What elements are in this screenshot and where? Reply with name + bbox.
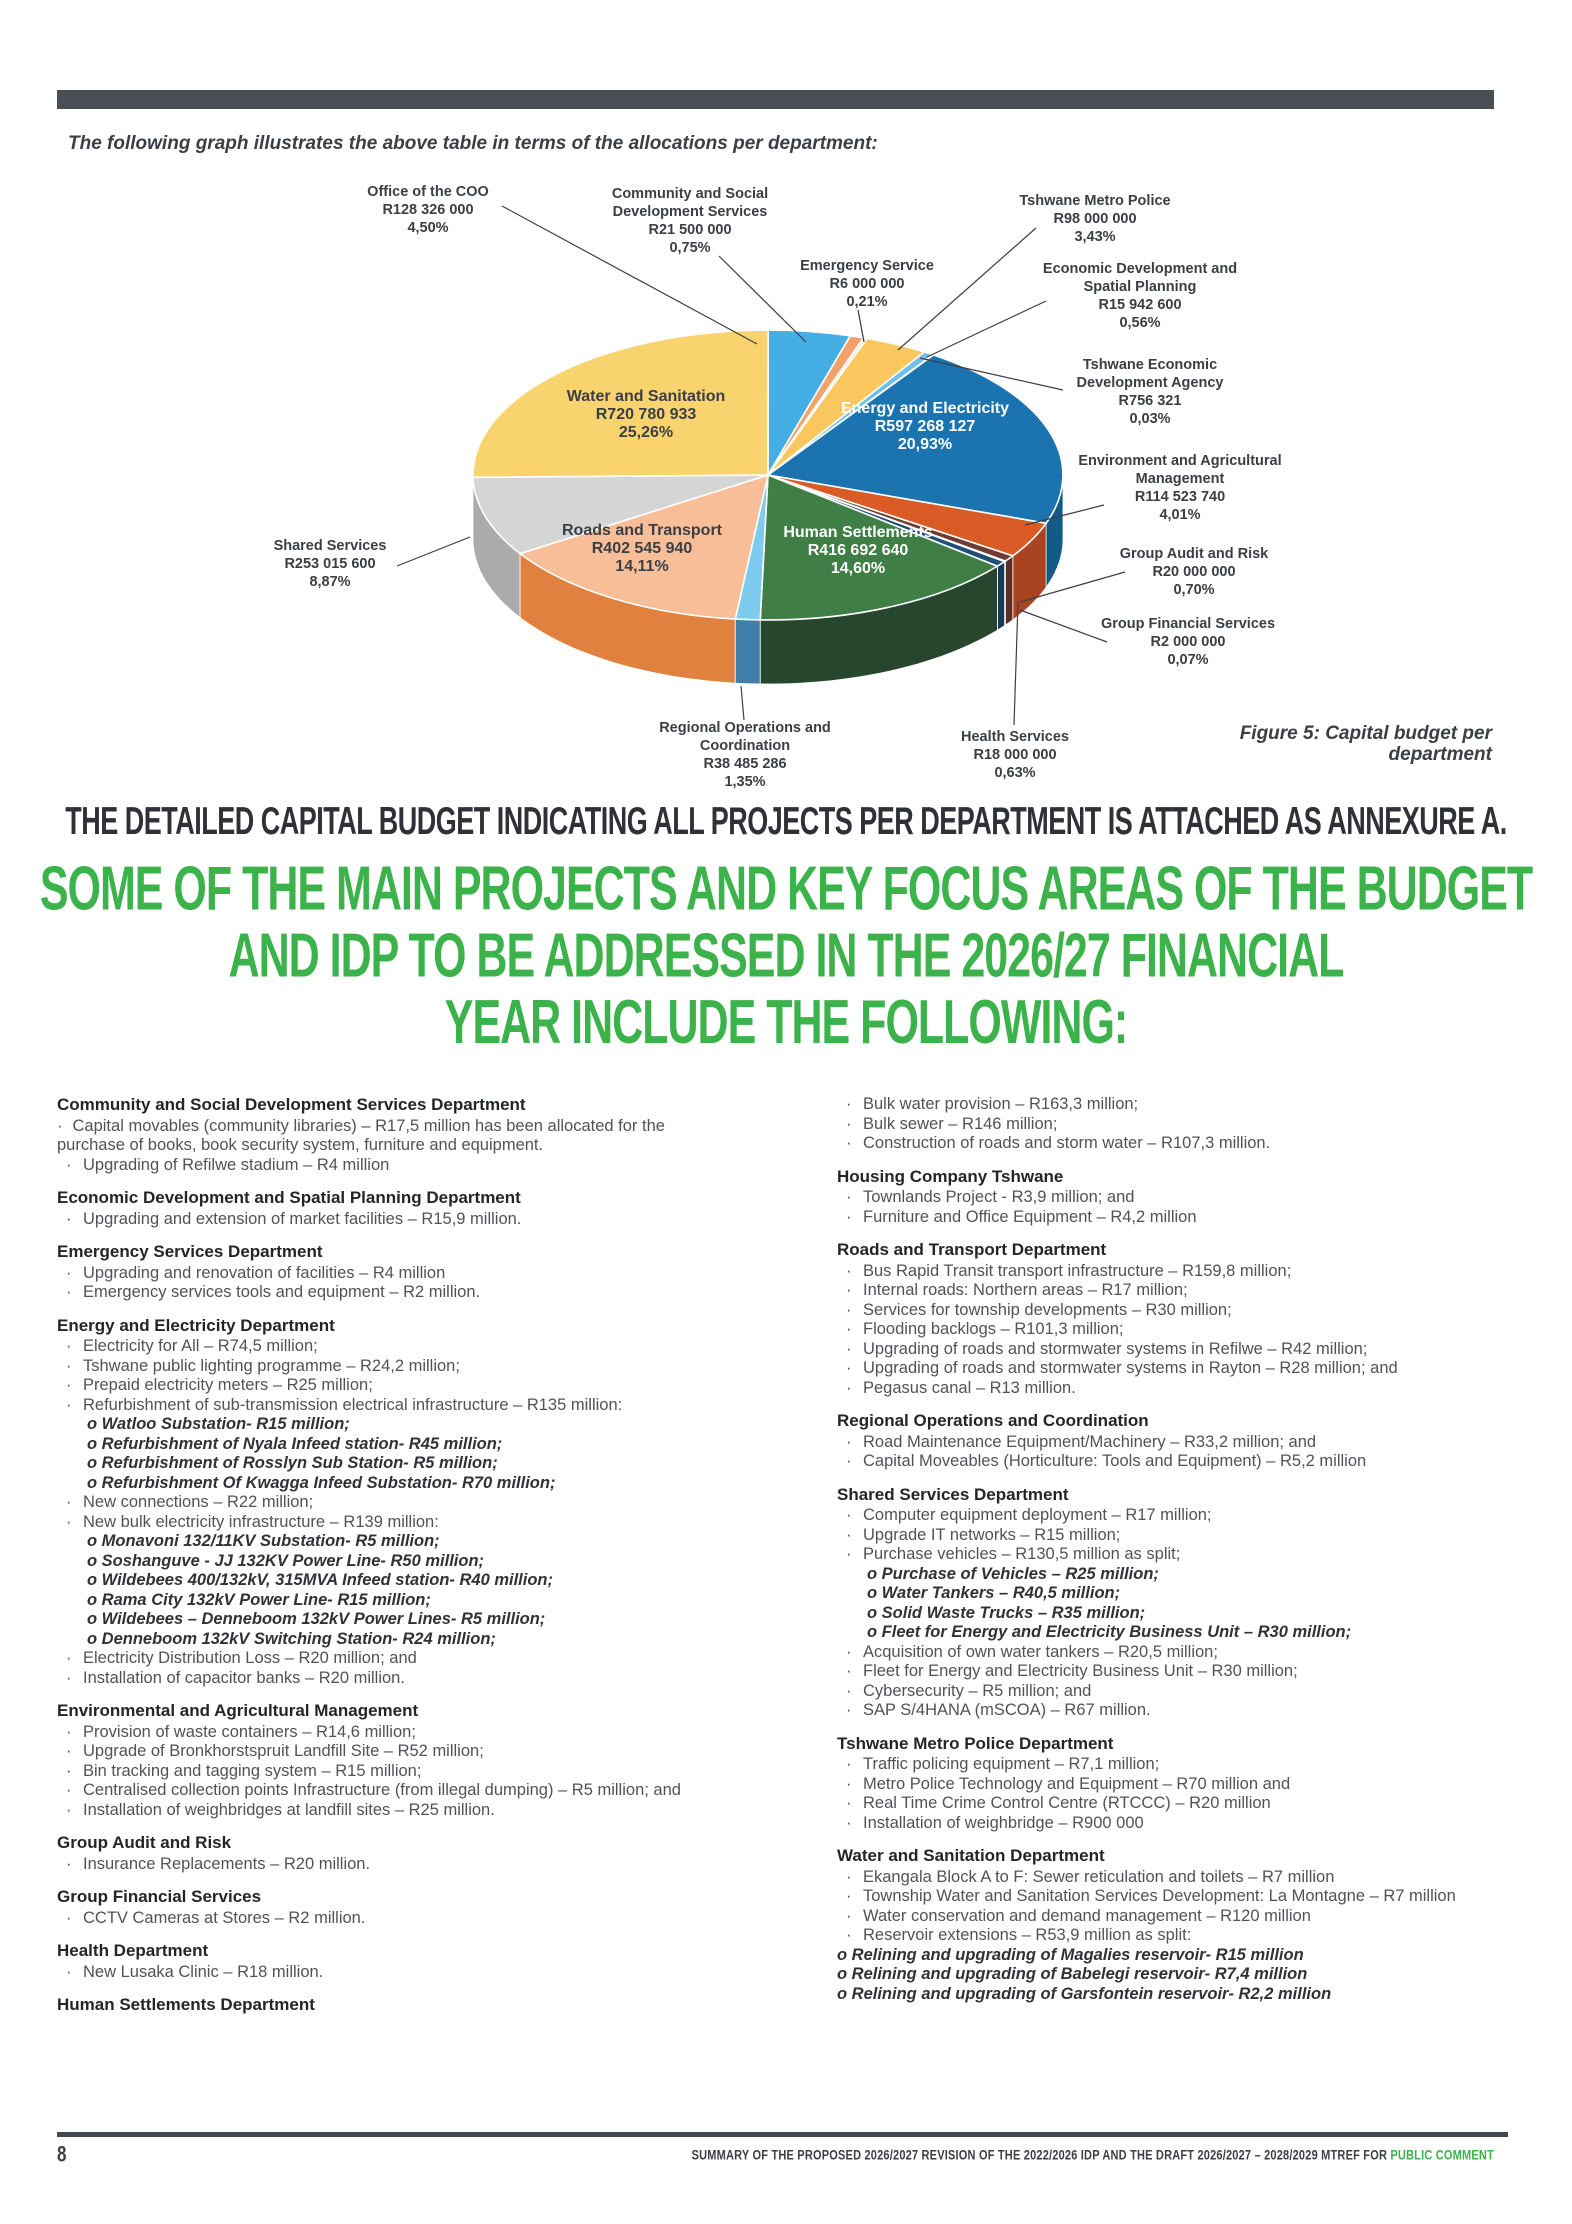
pie-label: Group Audit and Risk R20 000 000 0,70% [1119, 546, 1269, 598]
annexure-heading: THE DETAILED CAPITAL BUDGET INDICATING ALL PROJECTS PER DEPARTMENT IS ATTACHED AS ANNEXURE A. [65, 799, 1507, 843]
project-item: · Road Maintenance Equipment/Machinery – R33,2 million; and [837, 1433, 1497, 1453]
section-heading: Shared Services Department [837, 1484, 1069, 1504]
project-item: · Installation of weighbridges at landfill sites – R25 million. [57, 1801, 737, 1821]
project-item: o Soshanguve - JJ 132KV Power Line- R50 million; [57, 1552, 737, 1572]
pie-label: Environment and Agricultural Management R114 523 740 4,01% [1078, 453, 1282, 523]
project-item: · Refurbishment of sub-transmission electrical infrastructure – R135 million: [57, 1396, 737, 1416]
figure-caption [1240, 723, 1492, 765]
project-item: · Acquisition of own water tankers – R20,5 million; [837, 1643, 1497, 1663]
project-item: o Refurbishment of Rosslyn Sub Station- R5 million; [57, 1454, 737, 1474]
project-item: · Prepaid electricity meters – R25 million; [57, 1376, 737, 1396]
project-item: · Upgrading of Refilwe stadium – R4 million [57, 1156, 737, 1176]
project-item: o Wildebees 400/132kV, 315MVA Infeed station- R40 million; [57, 1571, 737, 1591]
footer-summary-text: SUMMARY OF THE PROPOSED 2026/2027 REVISION OF THE 2022/2026 IDP AND THE DRAFT 2026/2027 – 2028/2029 MTREF FOR [691, 2148, 1391, 2163]
project-item: · Installation of capacitor banks – R20 million. [57, 1669, 737, 1689]
capital-budget-pie-chart [0, 0, 1572, 800]
project-item: · Upgrading of roads and stormwater systems in Refilwe – R42 million; [837, 1340, 1497, 1360]
pie-label: Human Settlements R416 692 640 14,60% [783, 524, 933, 577]
project-item: · Bulk sewer – R146 million; [837, 1115, 1497, 1135]
pie-label: Group Financial Services R2 000 000 0,07% [1100, 616, 1276, 668]
project-item: · New bulk electricity infrastructure – R139 million: [57, 1513, 737, 1533]
figure-caption-line: department [1388, 744, 1492, 765]
project-item: · Construction of roads and storm water – R107,3 million. [837, 1134, 1497, 1154]
project-item: · CCTV Cameras at Stores – R2 million. [57, 1909, 737, 1929]
project-item: · Cybersecurity – R5 million; and [837, 1682, 1497, 1702]
project-item: o Water Tankers – R40,5 million; [837, 1584, 1497, 1604]
project-item: · Upgrading and renovation of facilities – R4 million [57, 1264, 737, 1284]
project-item: · SAP S/4HANA (mSCOA) – R67 million. [837, 1701, 1497, 1721]
pie-slice-side [997, 562, 1004, 631]
project-item: · Electricity for All – R74,5 million; [57, 1337, 737, 1357]
project-section [57, 1833, 737, 1874]
pie-slice-side [1005, 556, 1013, 625]
project-item: · Reservoir extensions – R53,9 million as split: [837, 1926, 1497, 1946]
project-section [57, 1995, 737, 2015]
project-item: · Installation of weighbridge – R900 000 [837, 1814, 1497, 1834]
section-heading: Housing Company Tshwane [837, 1166, 1064, 1186]
project-item: o Relining and upgrading of Babelegi reservoir- R7,4 million [837, 1965, 1497, 1985]
project-item: · Upgrade of Bronkhorstspruit Landfill Site – R52 million; [57, 1742, 737, 1762]
project-item: · Furniture and Office Equipment – R4,2 million [837, 1208, 1497, 1228]
project-item: o Watloo Substation- R15 million; [57, 1415, 737, 1435]
project-item: · Centralised collection points Infrastructure (from illegal dumping) – R5 million; and [57, 1781, 737, 1801]
section-heading: Economic Development and Spatial Planning Department [57, 1188, 521, 1207]
project-item: · Fleet for Energy and Electricity Business Unit – R30 million; [837, 1662, 1497, 1682]
footer-public-comment: PUBLIC COMMENT [1390, 2148, 1494, 2163]
project-item: · Tshwane public lighting programme – R24,2 million; [57, 1357, 737, 1377]
pie-label: Shared Services R253 015 600 8,87% [273, 538, 387, 590]
section-heading: Emergency Services Department [57, 1242, 323, 1261]
project-item: o Relining and upgrading of Magalies reservoir- R15 million [837, 1946, 1497, 1966]
pie-label: Health Services R18 000 000 0,63% [960, 729, 1070, 781]
page-number: 8 [57, 2142, 67, 2167]
section-heading: Health Department [57, 1941, 209, 1960]
pie-label: Energy and Electricity R597 268 127 20,93% [840, 400, 1010, 453]
project-item: o Wildebees – Denneboom 132kV Power Lines- R5 million; [57, 1610, 737, 1630]
project-item: o Refurbishment Of Kwagga Infeed Substation- R70 million; [57, 1474, 737, 1494]
project-item: · Emergency services tools and equipment – R2 million. [57, 1283, 737, 1303]
pie-label: Regional Operations and Coordination R38 485 286 1,35% [659, 720, 831, 790]
project-item: o Purchase of Vehicles – R25 million; [837, 1565, 1497, 1585]
project-section [837, 1240, 1497, 1398]
project-item: · Township Water and Sanitation Services Development: La Montagne – R7 million [837, 1887, 1497, 1907]
project-item: o Rama City 132kV Power Line- R15 million; [57, 1591, 737, 1611]
projects-column-right [837, 1095, 1497, 2028]
section-heading: Human Settlements Department [57, 1995, 315, 2014]
pie-slice-side [735, 619, 760, 684]
pie-label: Community and Social Development Services R21 500 000 0,75% [611, 186, 769, 256]
section-heading: Energy and Electricity Department [57, 1315, 335, 1335]
pie-leader-line [741, 686, 744, 720]
project-section [837, 1485, 1497, 1721]
project-item: · Purchase vehicles – R130,5 million as split; [837, 1545, 1497, 1565]
pie-leader-line [927, 301, 1046, 357]
pie-label: Economic Development and Spatial Planning R15 942 600 0,56% [1042, 261, 1238, 331]
project-item: o Solid Waste Trucks – R35 million; [837, 1604, 1497, 1624]
project-section [57, 1188, 737, 1229]
project-item: · Pegasus canal – R13 million. [837, 1379, 1497, 1399]
section-heading: Group Financial Services [57, 1887, 262, 1906]
section-heading: Environmental and Agricultural Management [57, 1701, 419, 1720]
project-section [57, 1095, 737, 1175]
pie-label: Water and Sanitation R720 780 933 25,26% [566, 388, 726, 441]
main-heading [0, 856, 1572, 1056]
pie-label: Emergency Service R6 000 000 0,21% [800, 258, 934, 310]
project-item: o Denneboom 132kV Switching Station- R24 million; [57, 1630, 737, 1650]
project-item: · New Lusaka Clinic – R18 million. [57, 1963, 737, 1983]
project-item: · Insurance Replacements – R20 million. [57, 1855, 737, 1875]
main-heading-line: SOME OF THE MAIN PROJECTS AND KEY FOCUS AREAS OF THE BUDGET [39, 854, 1533, 925]
project-item: · Bulk water provision – R163,3 million; [837, 1095, 1497, 1115]
project-item: · Upgrading of roads and stormwater systems in Rayton – R28 million; and [837, 1359, 1497, 1379]
project-item: · Townlands Project - R3,9 million; and [837, 1188, 1497, 1208]
pie-label: Office of the COO R128 326 000 4,50% [367, 184, 489, 236]
project-item: o Monavoni 132/11KV Substation- R5 million; [57, 1532, 737, 1552]
project-item: · Upgrade IT networks – R15 million; [837, 1526, 1497, 1546]
main-heading-line: YEAR INCLUDE THE FOLLOWING: [444, 987, 1128, 1058]
project-section [57, 1941, 737, 1982]
project-section [837, 1167, 1497, 1228]
section-heading: Tshwane Metro Police Department [837, 1733, 1114, 1753]
section-heading: Group Audit and Risk [57, 1833, 232, 1852]
pie-leader-line [898, 228, 1036, 350]
projects-column-left [57, 1095, 737, 2028]
project-item: · Real Time Crime Control Centre (RTCCC) – R20 million [837, 1794, 1497, 1814]
project-section [57, 1701, 737, 1820]
project-section [57, 1242, 737, 1303]
projects-columns [57, 1095, 1497, 2028]
footer-summary [692, 2148, 1494, 2163]
project-item: · Bin tracking and tagging system – R15 million; [57, 1762, 737, 1782]
project-item: o Fleet for Energy and Electricity Business Unit – R30 million; [837, 1623, 1497, 1643]
section-heading: Roads and Transport Department [837, 1240, 1107, 1259]
project-section [57, 1887, 737, 1928]
intro-text: The following graph illustrates the above table in terms of the allocations per department: [68, 133, 878, 154]
project-section [57, 1316, 737, 1689]
project-section [837, 1095, 1497, 1154]
project-item: · Provision of waste containers – R14,6 million; [57, 1723, 737, 1743]
project-item: · Traffic policing equipment – R7,1 million; [837, 1755, 1497, 1775]
project-item: · Capital movables (community libraries) – R17,5 million has been allocated for the purchase of books, book security system, furniture and equipment. [57, 1117, 737, 1156]
project-item: · New connections – R22 million; [57, 1493, 737, 1513]
footer-rule [57, 2132, 1508, 2137]
pie-label: Tshwane Metro Police R98 000 000 3,43% [1019, 193, 1171, 245]
project-item: · Internal roads: Northern areas – R17 million; [837, 1281, 1497, 1301]
pie-leader-line [1014, 602, 1018, 725]
project-section [837, 1411, 1497, 1472]
project-item: · Upgrading and extension of market facilities – R15,9 million. [57, 1210, 737, 1230]
figure-caption-line: Figure 5: Capital budget per [1239, 723, 1492, 744]
project-item: · Services for township developments – R30 million; [837, 1301, 1497, 1321]
pie-leader-line [397, 537, 470, 566]
project-item: · Bus Rapid Transit transport infrastructure – R159,8 million; [837, 1262, 1497, 1282]
project-item: · Flooding backlogs – R101,3 million; [837, 1320, 1497, 1340]
project-item: · Water conservation and demand management – R120 million [837, 1907, 1497, 1927]
section-heading: Community and Social Development Services Department [57, 1095, 526, 1114]
pie-leader-line [719, 256, 806, 342]
project-section [837, 1846, 1497, 2004]
project-section [837, 1734, 1497, 1834]
section-heading: Regional Operations and Coordination [837, 1411, 1149, 1430]
project-item: · Capital Moveables (Horticulture: Tools and Equipment) – R5,2 million [837, 1452, 1497, 1472]
pie-label: Roads and Transport R402 545 940 14,11% [561, 522, 723, 575]
project-item: o Relining and upgrading of Garsfontein reservoir- R2,2 million [837, 1985, 1497, 2005]
pie-label: Tshwane Economic Development Agency R756 321 0,03% [1076, 357, 1224, 427]
project-item: · Electricity Distribution Loss – R20 million; and [57, 1649, 737, 1669]
section-heading: Water and Sanitation Department [837, 1846, 1105, 1865]
project-item: · Computer equipment deployment – R17 million; [837, 1506, 1497, 1526]
pie-leader-line [1020, 610, 1107, 642]
project-item: o Refurbishment of Nyala Infeed station- R45 million; [57, 1435, 737, 1455]
project-item: · Ekangala Block A to F: Sewer reticulation and toilets – R7 million [837, 1868, 1497, 1888]
main-heading-line: AND IDP TO BE ADDRESSED IN THE 2026/27 FINANCIAL [228, 921, 1344, 991]
project-item: · Metro Police Technology and Equipment – R70 million and [837, 1775, 1497, 1795]
